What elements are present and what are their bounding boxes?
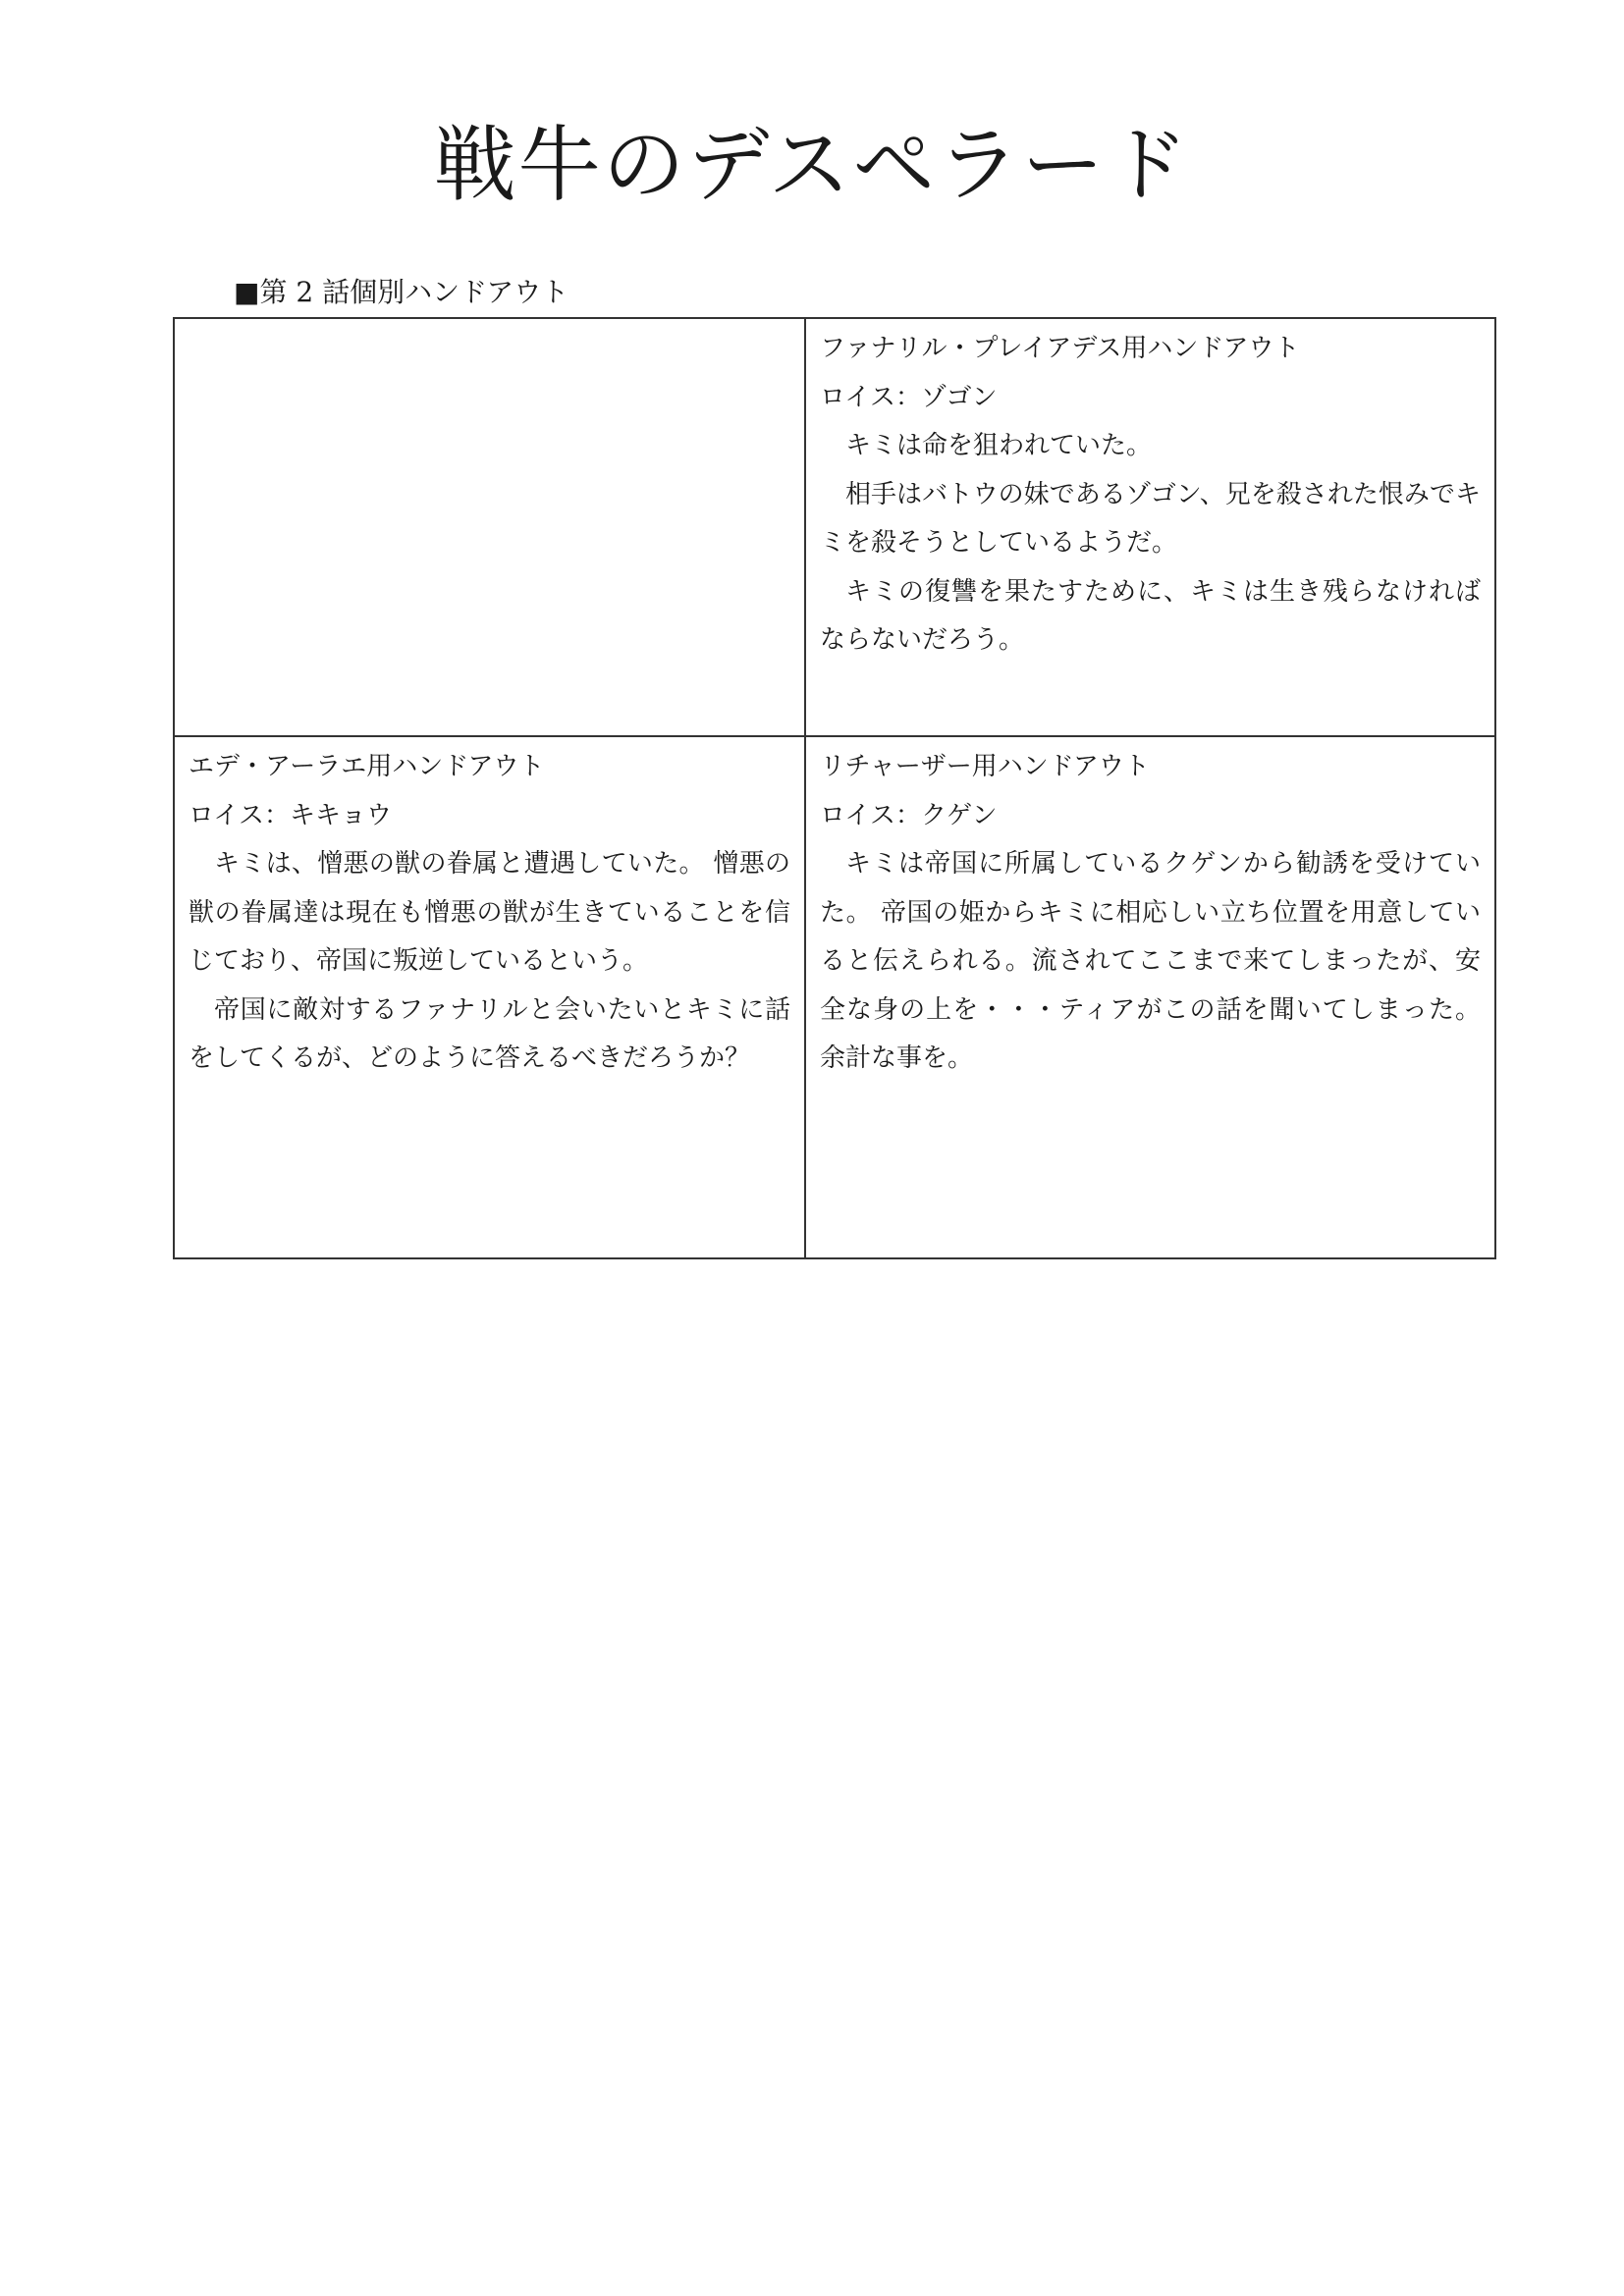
handout-lois: ロイス：クゲン: [820, 800, 998, 830]
handout-body: [820, 840, 1481, 1084]
handout-title: エデ・アーラエ用ハンドアウト: [189, 752, 545, 781]
handout-body: [820, 422, 1481, 666]
handout-row-1: [174, 318, 1495, 736]
handout-paragraph: キミの復讐を果たすために、キミは生き残らなければならないだろう。: [820, 576, 1481, 655]
handout-paragraph: 帝国に敵対するファナリルと会いたいとキミに話をしてくるが、どのように答えるべきだろうか？: [189, 994, 790, 1073]
handout-cell-empty: [174, 318, 805, 736]
handout-lois: ロイス：キキョウ: [189, 800, 392, 830]
section-heading: ■第 2 話個別ハンドアウト: [234, 276, 569, 308]
handout-cell-fanaril: [805, 318, 1495, 736]
handout-cell-richazer: [805, 736, 1495, 1258]
handout-cell-ede: [174, 736, 805, 1258]
handout-paragraph: キミは、憎悪の獣の眷属と遭遇していた。 憎悪の獣の眷属達は現在も憎悪の獣が生きていることを信じており、帝国に叛逆しているという。: [189, 849, 790, 976]
handout-title: ファナリル・プレイアデス用ハンドアウト: [820, 334, 1300, 363]
handout-paragraph: キミは命を狙われていた。: [845, 431, 1153, 460]
handout-lois: ロイス：ゾゴン: [820, 382, 998, 412]
handout-paragraph: キミは帝国に所属しているクゲンから勧誘を受けていた。 帝国の姫からキミに相応しい立ち位置を用意していると伝えられる。流されてここまで来てしまったが、安全な身の上を・・・ティアがこの話を聞いてしまった。余計な事を。: [820, 849, 1481, 1073]
handout-table: [173, 317, 1496, 1259]
handout-body: [189, 840, 790, 1084]
handout-title: リチャーザー用ハンドアウト: [820, 752, 1150, 781]
handout-row-2: [174, 736, 1495, 1258]
document-title: 戦牛のデスペラード: [433, 117, 1191, 213]
handout-paragraph: 相手はバトウの妹であるゾゴン、兄を殺された恨みでキミを殺そうとしているようだ。: [820, 479, 1481, 558]
